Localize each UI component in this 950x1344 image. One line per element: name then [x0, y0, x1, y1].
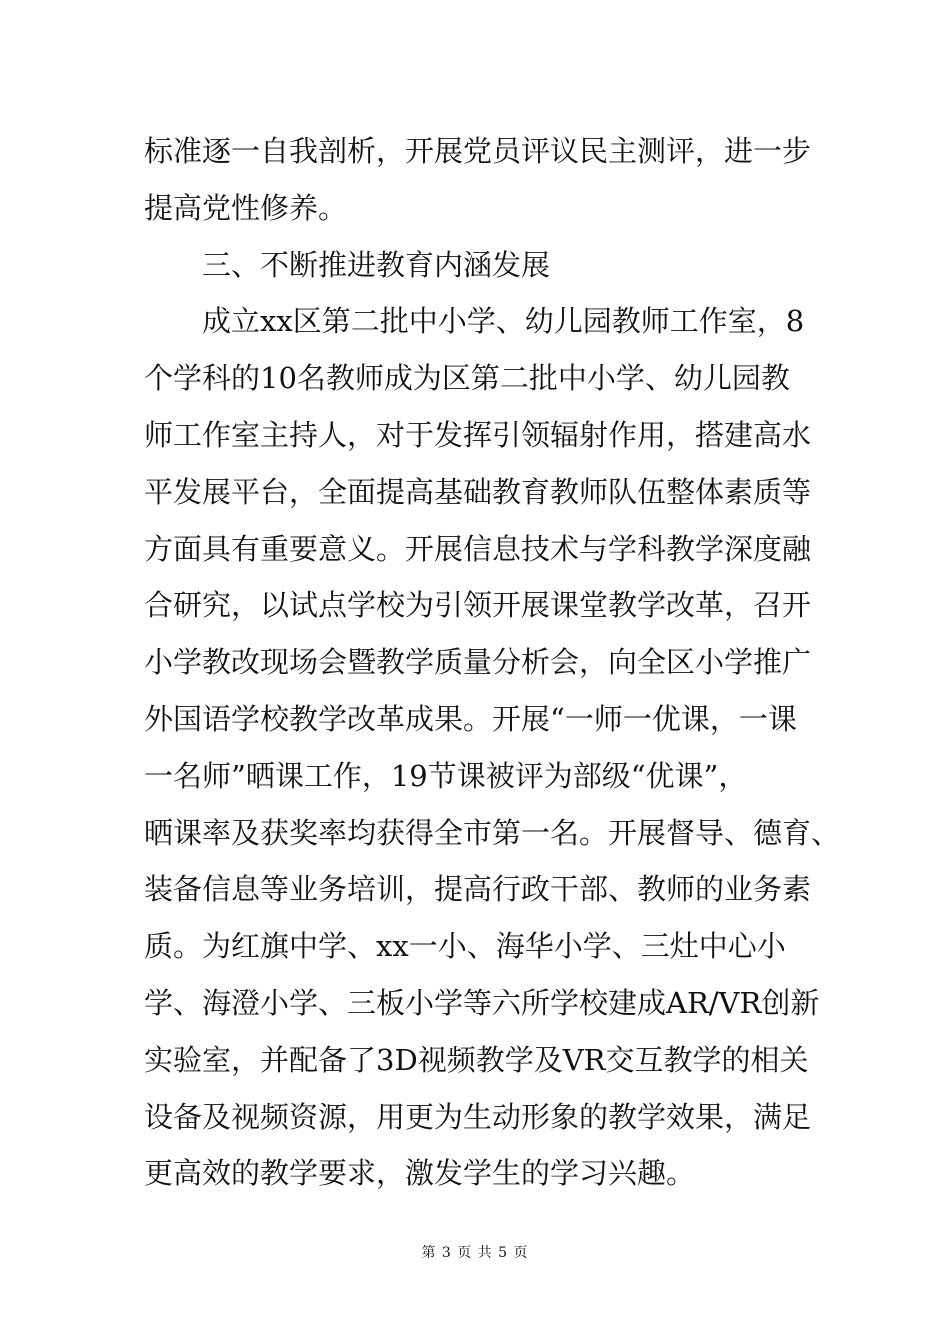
text-line: 装备信息等业务培训，提高行政干部、教师的业务素	[144, 872, 812, 907]
text-line: 个学科的10名教师成为区第二批中小学、幼儿园教	[144, 361, 790, 396]
text-line: 晒课率及获奖率均获得全市第一名。开展督导、德育、	[144, 815, 841, 850]
text-line: 质。为红旗中学、xx一小、海华小学、三灶中心小	[144, 929, 786, 964]
text-line: 一名师”晒课工作，19节课被评为部级“优课”，	[144, 758, 748, 793]
body-text	[144, 123, 844, 1202]
text-line: 设备及视频资源，用更为生动形象的教学效果，满足	[144, 1099, 812, 1134]
text-line: 标准逐一自我剖析，开展党员评议民主测评，进一步	[144, 134, 812, 168]
text-line: 提高党性修养。	[144, 190, 348, 225]
text-line: 更高效的教学要求，激发学生的学习兴趣。	[144, 1156, 696, 1191]
text-line: 平发展平台，全面提高基础教育教师队伍整体素质等	[144, 474, 812, 509]
text-line: 合研究，以试点学校为引领开展课堂教学改革，召开	[144, 588, 812, 623]
text-line: 学、海澄小学、三板小学等六所学校建成AR/VR创新	[144, 985, 820, 1020]
text-line: 师工作室主持人，对于发挥引领辐射作用，搭建高水	[144, 417, 812, 452]
page-footer: 第 3 页 共 5 页	[421, 1245, 529, 1261]
text-line: 外国语学校教学改革成果。开展“一师一优课，一课	[144, 701, 797, 736]
text-line: 三、不断推进教育内涵发展	[202, 247, 551, 282]
text-line: 实验室，并配备了3D视频教学及VR交互教学的相关	[144, 1042, 809, 1077]
text-line: 小学教改现场会暨教学质量分析会，向全区小学推广	[144, 645, 812, 680]
text-line: 成立xx区第二批中小学、幼儿园教师工作室，8	[202, 304, 805, 339]
text-line: 方面具有重要意义。开展信息技术与学科教学深度融	[144, 531, 812, 566]
